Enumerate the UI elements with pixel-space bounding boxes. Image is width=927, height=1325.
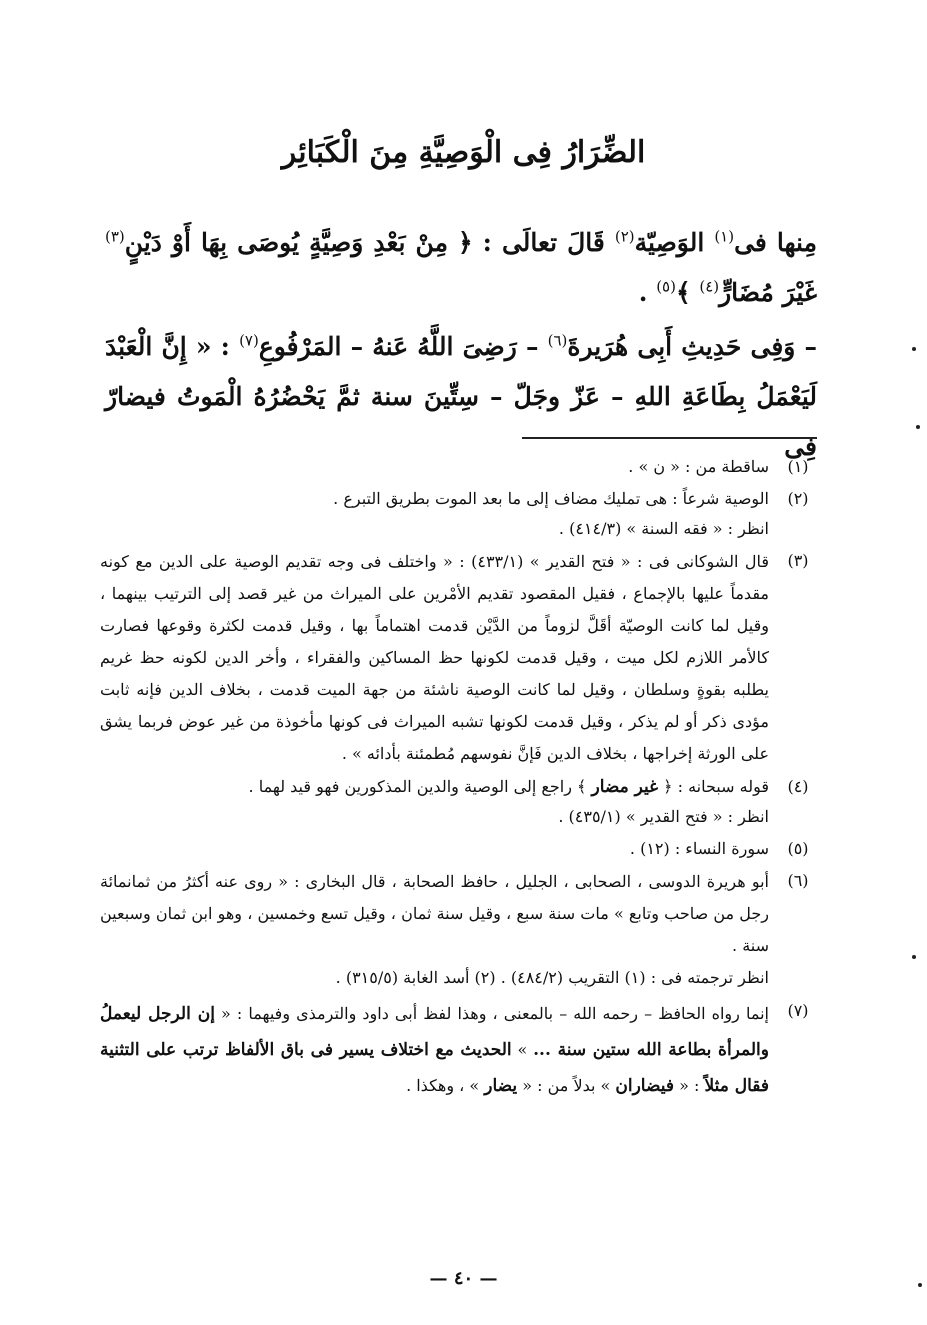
footnote-text bbox=[100, 772, 769, 802]
footnote-text bbox=[100, 996, 769, 1104]
footnote-6 bbox=[100, 866, 827, 994]
para1-text-1: مِنها فى bbox=[734, 228, 817, 257]
footnote-5 bbox=[100, 834, 827, 864]
scan-speck bbox=[918, 1283, 922, 1287]
footnote-number: (٣) bbox=[787, 551, 809, 570]
footnote-body bbox=[100, 834, 769, 864]
para2-text-2: – رَضِىَ اللَّهُ عَنهُ – المَرْفُوعِ bbox=[258, 332, 548, 361]
footnote-number: (٧) bbox=[787, 1001, 809, 1020]
footnote-ref-5[interactable]: (٥) bbox=[656, 277, 676, 296]
para2-text-1: – وَفِى حَدِيثِ أَبِى هُرَيرةَ bbox=[567, 332, 818, 361]
footnotes-section bbox=[100, 452, 827, 1106]
footnote-number: (١) bbox=[787, 457, 809, 476]
main-paragraph-2 bbox=[105, 322, 817, 472]
footnote-ref-6[interactable]: (٦) bbox=[547, 331, 568, 350]
footnote-text-part: » بدلاً من : « bbox=[517, 1076, 616, 1095]
page-title: الضِّرَارُ فِى الْوَصِيَّةِ مِنَ الْكَبَائِر bbox=[281, 135, 646, 170]
para1-text-3: قَالَ تعالَى : ﴿ مِنْ بَعْدِ وَصِيَّةٍ يُوصَى بِهَا أَوْ دَيْنٍ bbox=[124, 228, 615, 257]
footnote-bold-part: غير مضار bbox=[591, 777, 659, 797]
footnote-text-part: : « bbox=[674, 1076, 705, 1095]
footnote-number: (٦) bbox=[787, 871, 809, 890]
footnote-text: أبو هريرة الدوسى ، الصحابى ، الجليل ، حافظ الصحابة ، قال البخارى : « روى عنه أكثرُ من ثمانمائة رجل من صاحب وتابع » مات سنة سبع ، وقيل سنة ثمان ، وقيل تسع وخمسين ، وهو ابن ثمان وسبعين سنة . bbox=[100, 872, 769, 955]
footnote-body bbox=[100, 996, 769, 1104]
footnote-body bbox=[100, 546, 769, 770]
footnote-text: الوصية شرعاً : هى تمليك مضاف إلى ما بعد الموت بطريق التبرع . bbox=[333, 489, 769, 508]
main-paragraph-1 bbox=[105, 218, 817, 318]
footnote-text: قال الشوكانى فى : « فتح القدير » (٤٣٣/١) : « واختلف فى وجه تقديم الوصية على الدين مع كونه مقدماً عليها بالإجماع ، فقيل المقصود تقديم الأمْرين على الميراث من غير قصد إلى الترتيب بينهما ، وقيل لما كانت الوصيّة أقَلَّ لزوماً من الدَّيْن قدمت اهتماماً بها ، وقيل قدمت لكثرة وقوعها فصارت كالأمر اللازم لكل ميت ، وقيل قدمت لكونها حظ المساكين والفقراء ، وأخر الدين لكونه حظ غريم يطلبه بقوةٍ وسلطان ، وقيل لما كانت الوصية ناشئة من جهة الميت قدمت ، بخلاف الدين فإنه ثابت مؤدى ذكر أو لم يذكر ، وقيل قدمت لكونها تشبه الميراث فى كونها مأخوذة من غير عوض فربما يشق على الورثة إخراجها ، بخلاف الدين فَإنَّ نفوسهم مُطمئنة بأدائه » . bbox=[100, 552, 770, 763]
footnote-text: سورة النساء : (١٢) . bbox=[629, 839, 769, 858]
footnote-bold-part: الحديث مع اختلاف يسير فى باق الألفاظ ترتب على التثنية فقال مثلاً bbox=[100, 1040, 769, 1096]
footnote-ref-1[interactable]: (١) bbox=[714, 227, 735, 246]
footnote-4 bbox=[100, 772, 827, 832]
footnote-text-part: » bbox=[511, 1040, 534, 1059]
para1-text-2: الوَصِيّة bbox=[634, 228, 715, 257]
footnote-bold-part: يضار bbox=[484, 1076, 518, 1096]
footnote-number: (٤) bbox=[787, 777, 809, 796]
footnote-ref-3[interactable]: (٣) bbox=[105, 227, 125, 246]
footnote-text-part: إنما رواه الحافظ – رحمه الله – بالمعنى ، وهذا لفظ أبى داود والترمذى وفيهما : « bbox=[214, 1004, 769, 1023]
footnote-body bbox=[100, 484, 769, 544]
footnote-body bbox=[100, 866, 769, 994]
footnote-ref-7[interactable]: (٧) bbox=[239, 331, 259, 350]
footnote-reference: انظر ترجمته فى : (١) التقريب (٤٨٤/٢) . (٢) أسد الغابة (٣١٥/٥) . bbox=[335, 968, 769, 987]
para1-text-4: غَيْرَ مُضَارٍّ bbox=[719, 278, 817, 307]
footnote-3 bbox=[100, 546, 827, 770]
footnote-text-part: قوله سبحانه : ﴿ bbox=[658, 777, 769, 796]
footnote-ref-2[interactable]: (٢) bbox=[614, 227, 635, 246]
footnote-reference: انظر : « فقه السنة » (٤١٤/٣) . bbox=[558, 519, 769, 538]
footnote-body bbox=[100, 772, 769, 832]
footnote-text: ساقطة من : « ن » . bbox=[628, 457, 769, 476]
footnote-2 bbox=[100, 484, 827, 544]
para2-text-3: : « إِنَّ الْعَبْدَ لَيَعْمَلُ بِطَاعَةِ اللهِ – عَزّ وجَلّ – سِتِّينَ سنة ثمَّ يَحْضُرُهُ الْمَوتُ فيضارّ فِى bbox=[105, 332, 817, 461]
footnote-bold-part: فيضاران bbox=[615, 1076, 674, 1096]
footnote-body bbox=[100, 452, 769, 482]
footnote-number: (٥) bbox=[787, 839, 809, 858]
footnote-reference: انظر : « فتح القدير » (٤٣٥/١) . bbox=[558, 807, 769, 826]
para1-text-5: ﴾ bbox=[675, 278, 700, 307]
footnote-bold-part: إن الرجل ليعملُ والمرأة بطاعة الله ستين سنة ... bbox=[100, 1004, 769, 1060]
footnote-1 bbox=[100, 452, 827, 482]
scan-speck bbox=[916, 425, 920, 429]
footnote-text-part: » ، وهكذا . bbox=[406, 1076, 485, 1095]
page-number: — ٤٠ — bbox=[429, 1268, 498, 1289]
footnote-text-part: ﴾ راجع إلى الوصية والدين المذكورين فهو قيد لهما . bbox=[248, 777, 592, 796]
scan-speck bbox=[912, 955, 916, 959]
footnote-number: (٢) bbox=[787, 489, 809, 508]
para1-text-6: . bbox=[638, 278, 657, 307]
footnote-7 bbox=[100, 996, 827, 1104]
footnote-divider bbox=[522, 437, 817, 439]
footnote-ref-4[interactable]: (٤) bbox=[699, 277, 720, 296]
scan-speck bbox=[912, 347, 916, 351]
